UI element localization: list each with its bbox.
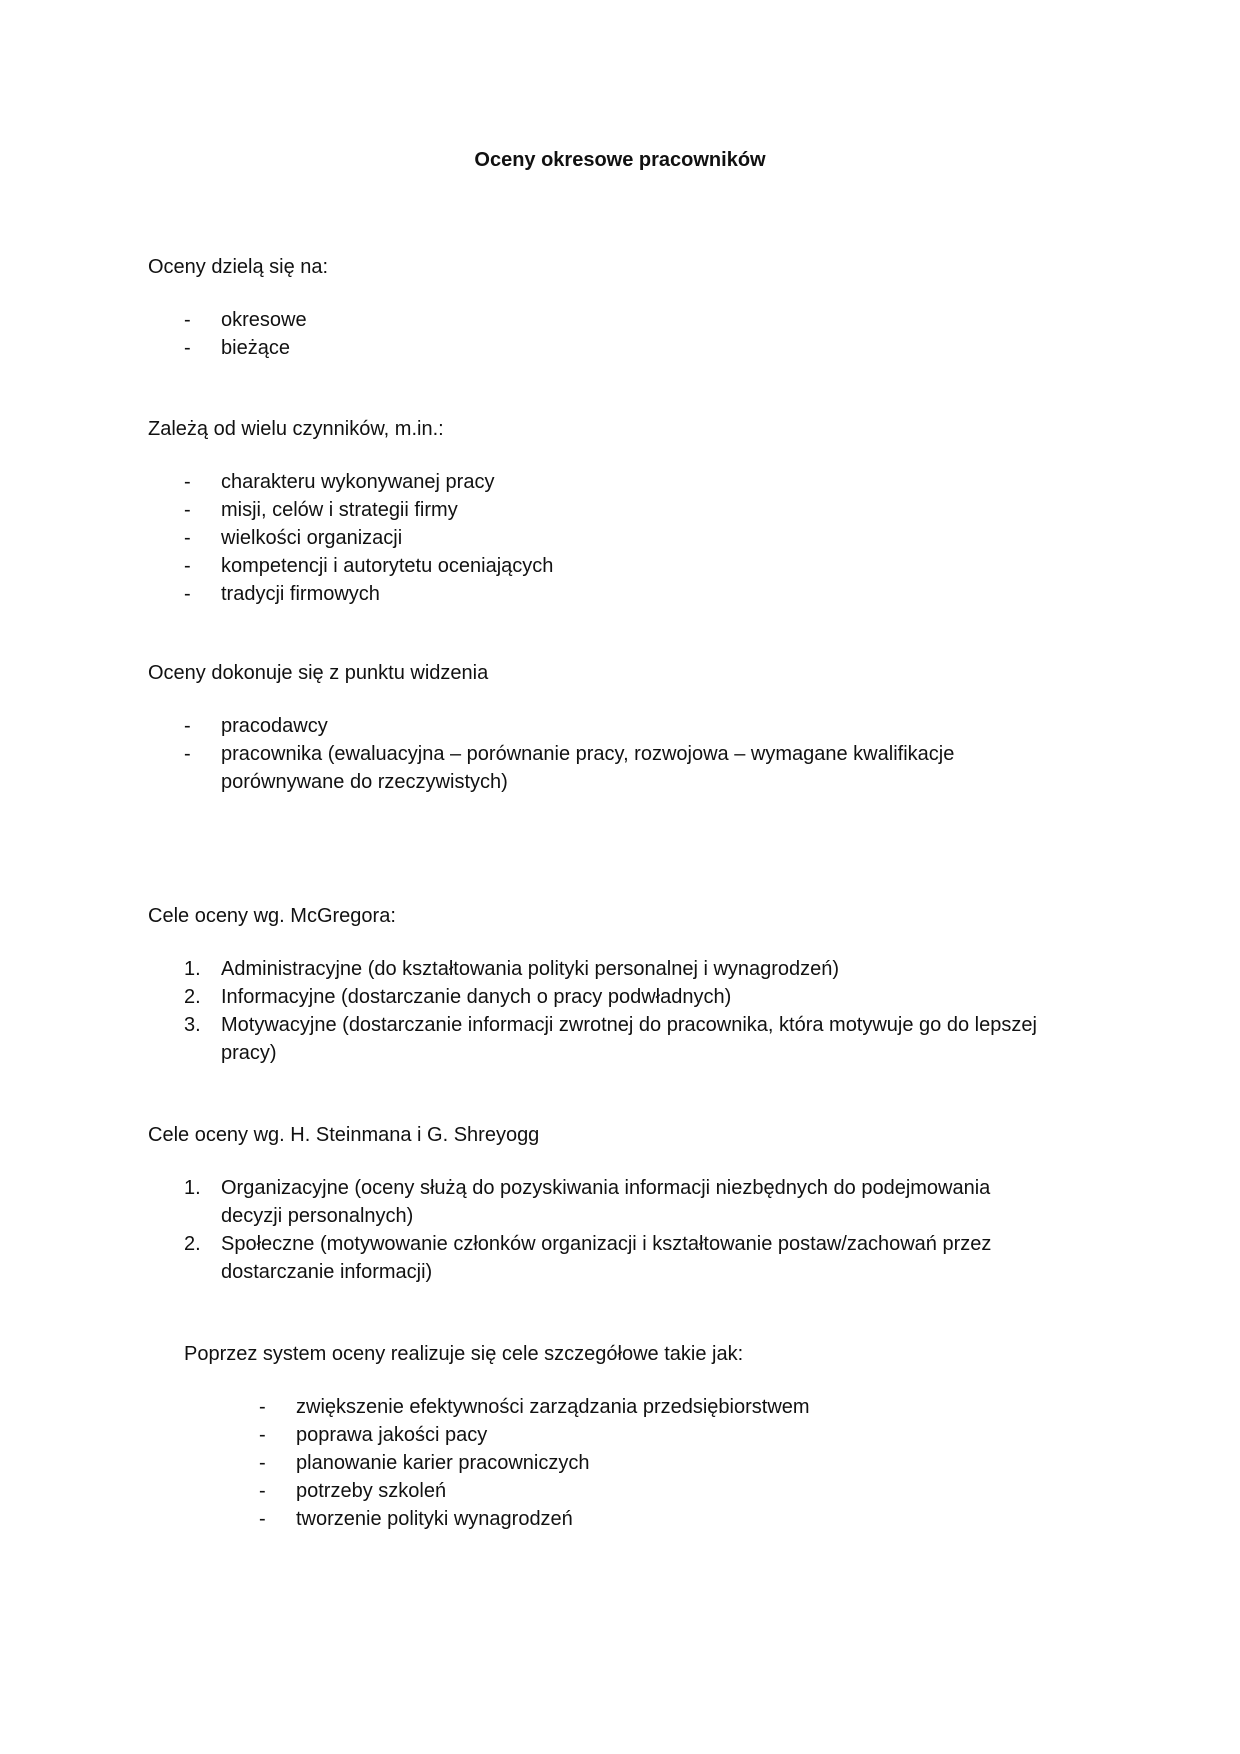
section-heading-factors: Zależą od wielu czynników, m.in.: (148, 418, 444, 440)
dash-marker: - (259, 1508, 266, 1530)
list-item: 2. Społeczne (motywowanie członków organizacji i kształtowanie postaw/zachowań przez dostarczanie informacji) (184, 1230, 1053, 1286)
section-heading-mcgregor: Cele oceny wg. McGregora: (148, 905, 396, 927)
dash-marker: - (259, 1452, 266, 1474)
list-item: - kompetencji i autorytetu oceniających (184, 552, 553, 580)
list-steinman (184, 1174, 1053, 1286)
section-heading-detailed-goals: Poprzez system oceny realizuje się cele szczegółowe takie jak: (184, 1343, 744, 1365)
list-detailed-goals (259, 1393, 810, 1533)
list-item: - poprawa jakości pacy (259, 1421, 810, 1449)
list-mcgregor (184, 955, 1053, 1067)
section-heading-types: Oceny dzielą się na: (148, 256, 329, 278)
dash-marker: - (184, 715, 191, 737)
list-item: - pracownika (ewaluacyjna – porównanie pracy, rozwojowa – wymagane kwalifikacje porównywane do rzeczywistych) (184, 740, 1053, 796)
number-marker: 1. (184, 1177, 201, 1199)
list-item: 1. Organizacyjne (oceny służą do pozyskiwania informacji niezbędnych do podejmowania decyzji personalnych) (184, 1174, 1053, 1230)
page-title: Oceny okresowe pracowników (474, 149, 766, 171)
list-item: - tworzenie polityki wynagrodzeń (259, 1505, 810, 1533)
dash-marker: - (259, 1396, 266, 1418)
list-item: - potrzeby szkoleń (259, 1477, 810, 1505)
list-item: - charakteru wykonywanej pracy (184, 468, 553, 496)
list-item: - wielkości organizacji (184, 524, 553, 552)
section-heading-steinman: Cele oceny wg. H. Steinmana i G. Shreyogg (148, 1124, 540, 1146)
number-marker: 3. (184, 1014, 201, 1036)
dash-marker: - (184, 555, 191, 577)
number-marker: 2. (184, 986, 201, 1008)
list-item: - tradycji firmowych (184, 580, 553, 608)
dash-marker: - (184, 583, 191, 605)
dash-marker: - (184, 309, 191, 331)
list-item: - bieżące (184, 334, 307, 362)
dash-marker: - (184, 743, 191, 765)
list-item: - okresowe (184, 306, 307, 334)
dash-marker: - (184, 337, 191, 359)
list-item: - zwiększenie efektywności zarządzania przedsiębiorstwem (259, 1393, 810, 1421)
number-marker: 2. (184, 1233, 201, 1255)
list-perspective (184, 712, 1053, 796)
dash-marker: - (259, 1480, 266, 1502)
dash-marker: - (184, 499, 191, 521)
dash-marker: - (184, 471, 191, 493)
list-item: - pracodawcy (184, 712, 1053, 740)
number-marker: 1. (184, 958, 201, 980)
list-item: 1. Administracyjne (do kształtowania polityki personalnej i wynagrodzeń) (184, 955, 1053, 983)
list-item: - planowanie karier pracowniczych (259, 1449, 810, 1477)
section-heading-perspective: Oceny dokonuje się z punktu widzenia (148, 662, 489, 684)
list-item: - misji, celów i strategii firmy (184, 496, 553, 524)
list-item: 3. Motywacyjne (dostarczanie informacji zwrotnej do pracownika, która motywuje go do lepszej pracy) (184, 1011, 1053, 1067)
list-types (184, 306, 307, 362)
dash-marker: - (259, 1424, 266, 1446)
list-factors (184, 468, 553, 608)
dash-marker: - (184, 527, 191, 549)
list-item: 2. Informacyjne (dostarczanie danych o pracy podwładnych) (184, 983, 1053, 1011)
